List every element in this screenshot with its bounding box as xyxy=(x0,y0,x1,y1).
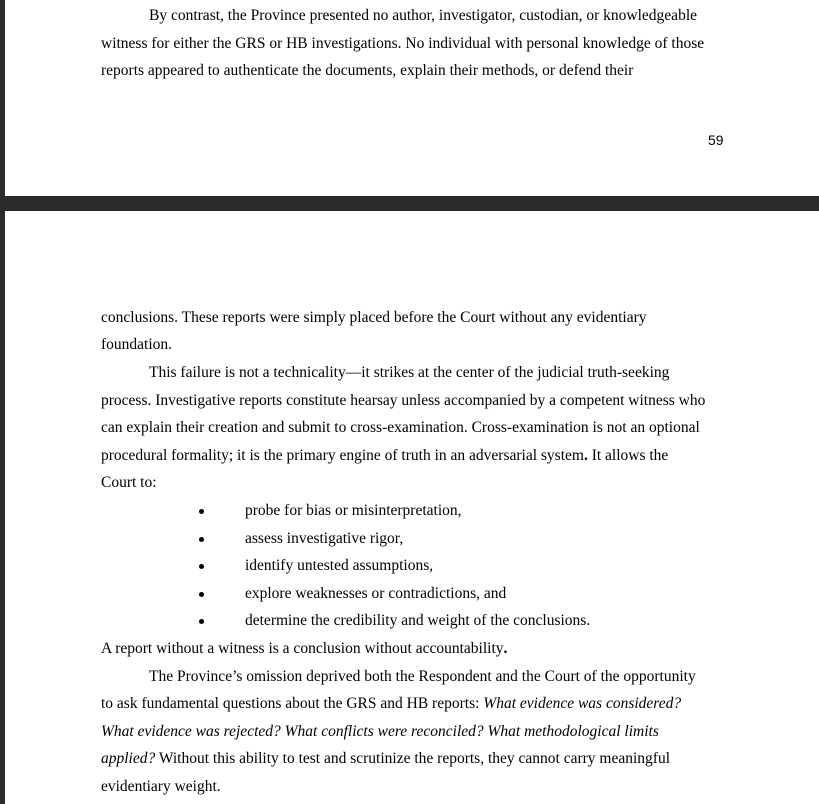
bullet-dot-icon xyxy=(199,509,204,514)
page-60 xyxy=(5,211,819,804)
line-text: It allows the xyxy=(587,447,669,464)
line-text: Without this ability to test and scrutinize the reports, they cannot carry meaningful xyxy=(155,750,671,767)
bullet-dot-icon xyxy=(199,592,204,597)
line-text: procedural formality; it is the primary engine of truth in an adversarial system xyxy=(101,447,584,464)
paragraph-line: can explain their creation and submit to cross-examination. Cross-examination is not an optional xyxy=(101,419,700,436)
bullet-item: identify untested assumptions, xyxy=(245,557,434,574)
summary-line xyxy=(101,639,507,659)
paragraph-line xyxy=(101,446,668,466)
paragraph-line: process. Investigative reports constitute hearsay unless accompanied by a competent witness who xyxy=(101,392,706,409)
paragraph-line: By contrast, the Province presented no author, investigator, custodian, or knowledgeable xyxy=(149,7,698,24)
italic-question: applied? xyxy=(101,750,156,767)
paragraph-line: This failure is not a technicality—it strikes at the center of the judicial truth-seeking xyxy=(149,364,670,381)
bold-period: . xyxy=(503,640,508,657)
bullet-item: assess investigative rigor, xyxy=(245,530,404,547)
paragraph-line: witness for either the GRS or HB investigations. No individual with personal knowledge of those xyxy=(101,35,705,52)
bold-period: . xyxy=(583,447,588,464)
paragraph-line xyxy=(101,722,659,742)
italic-question: What evidence was considered? xyxy=(483,695,682,712)
paragraph-line: Court to: xyxy=(101,474,157,491)
line-text: A report without a witness is a conclusion without accountability xyxy=(101,640,504,657)
bullet-dot-icon xyxy=(199,537,204,542)
paragraph-line: reports appeared to authenticate the documents, explain their methods, or defend their xyxy=(101,62,634,79)
paragraph-line: The Province’s omission deprived both the Respondent and the Court of the opportunity xyxy=(149,668,696,685)
bullet-dot-icon xyxy=(199,564,204,569)
paragraph-line: foundation. xyxy=(101,336,173,353)
paragraph-line: evidentiary weight. xyxy=(101,778,221,795)
bullet-item: probe for bias or misinterpretation, xyxy=(245,502,462,519)
page-number: 59 xyxy=(708,132,724,148)
bullet-item: explore weaknesses or contradictions, and xyxy=(245,585,507,602)
paragraph-line xyxy=(101,694,681,714)
paragraph-line: conclusions. These reports were simply placed before the Court without any evidentiary xyxy=(101,309,647,326)
bullet-item: determine the credibility and weight of the conclusions. xyxy=(245,612,591,629)
italic-question: What evidence was rejected? What conflicts were reconciled? What methodological limits xyxy=(101,723,659,740)
page-59 xyxy=(5,0,819,196)
bullet-dot-icon xyxy=(199,619,204,624)
paragraph-line xyxy=(101,749,670,769)
line-text: to ask fundamental questions about the GRS and HB reports: xyxy=(101,695,484,712)
